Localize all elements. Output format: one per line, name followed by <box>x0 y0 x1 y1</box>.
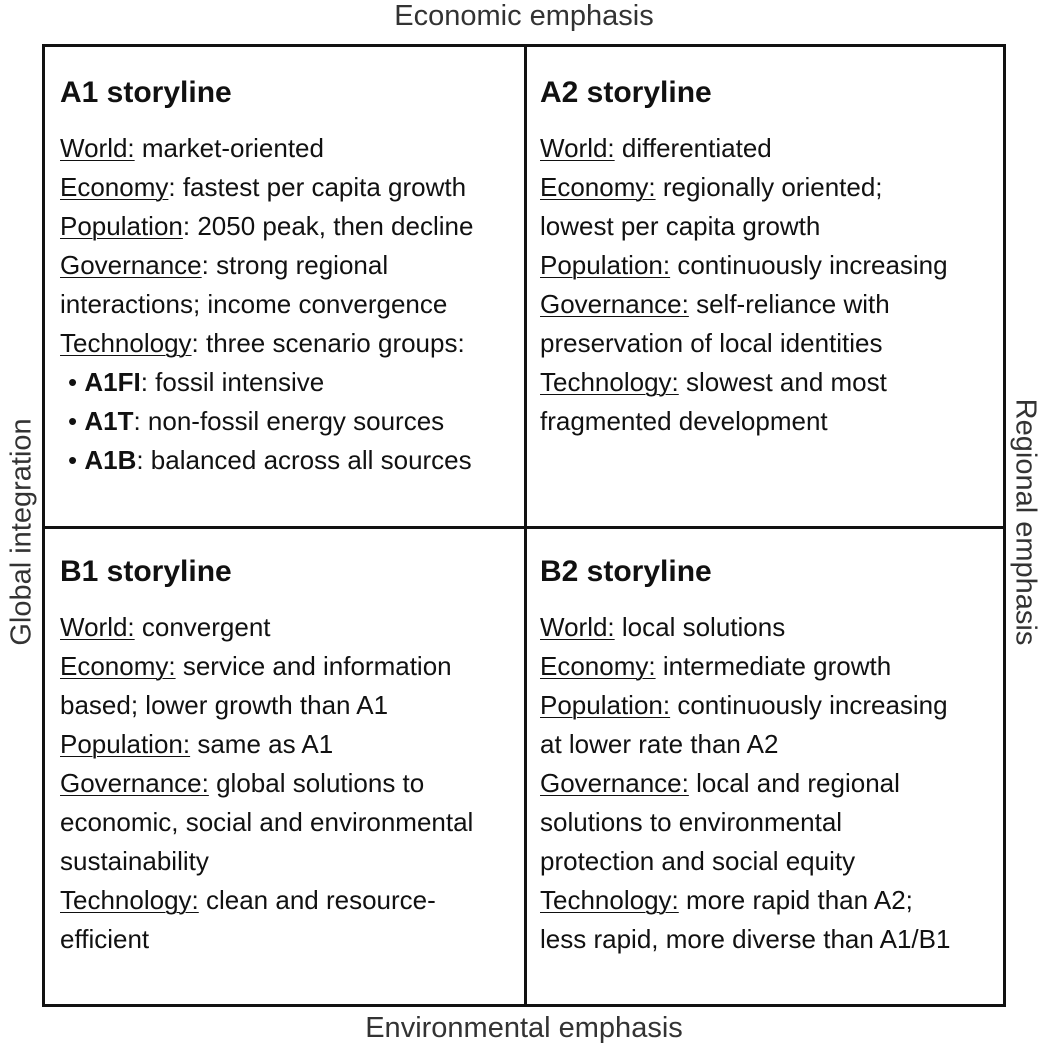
governance-continuation: sustainability <box>60 846 209 876</box>
scenario-description: : balanced across all sources <box>136 445 472 475</box>
world-line <box>60 129 530 168</box>
quadrant-a1 <box>60 73 530 480</box>
governance-key: Governance: <box>540 768 689 798</box>
bullet-dot-icon: • <box>68 406 78 436</box>
technology-continuation: efficient <box>60 924 150 954</box>
population-line <box>60 207 530 246</box>
technology-value: : three scenario groups: <box>191 328 465 358</box>
horizontal-divider <box>45 526 1003 529</box>
quadrant-a2 <box>540 73 1010 441</box>
economy-line <box>540 168 1010 207</box>
quadrant-title: A1 storyline <box>60 76 232 109</box>
scenario-description: : fossil intensive <box>140 367 325 397</box>
economy-key: Economy: <box>540 172 656 202</box>
economy-value: : fastest per capita growth <box>168 172 467 202</box>
governance-line <box>540 285 1010 324</box>
economy-continuation: lowest per capita growth <box>540 211 821 241</box>
technology-key: Technology: <box>540 885 679 915</box>
population-key: Population: <box>540 690 671 720</box>
governance-value: : strong regional <box>201 250 389 280</box>
scenario-description: : non-fossil energy sources <box>133 406 445 436</box>
world-value: differentiated <box>614 133 772 163</box>
governance-value: global solutions to <box>208 768 425 798</box>
world-key: World: <box>540 133 615 163</box>
technology-line <box>60 324 530 363</box>
population-value: same as A1 <box>190 729 334 759</box>
population-key: Population <box>60 211 183 241</box>
bullet-item-a1t <box>60 402 530 441</box>
world-line <box>540 129 1010 168</box>
technology-line <box>540 363 1010 402</box>
population-value: continuously increasing <box>670 250 948 280</box>
scenario-name: A1T <box>84 406 134 436</box>
population-line <box>60 725 530 764</box>
population-line <box>540 246 1010 285</box>
quadrant-title: B1 storyline <box>60 555 232 588</box>
population-key: Population: <box>540 250 671 280</box>
economy-value: service and information <box>175 651 452 681</box>
economy-line <box>60 647 530 686</box>
technology-line <box>60 881 530 920</box>
scenario-name: A1B <box>84 445 137 475</box>
technology-continuation: less rapid, more diverse than A1/B1 <box>540 924 951 954</box>
technology-line <box>540 881 1010 920</box>
world-key: World: <box>60 133 135 163</box>
technology-key: Technology: <box>60 885 199 915</box>
population-key: Population: <box>60 729 191 759</box>
bullet-item-a1b <box>60 441 530 480</box>
governance-line <box>60 246 530 285</box>
world-key: World: <box>60 612 135 642</box>
governance-value: self-reliance with <box>688 289 890 319</box>
bullet-item-a1fi <box>60 363 530 402</box>
quadrant-title: A2 storyline <box>540 76 712 109</box>
axis-label-top: Economic emphasis <box>394 0 654 32</box>
world-key: World: <box>540 612 615 642</box>
governance-value: local and regional <box>688 768 900 798</box>
governance-key: Governance: <box>540 289 689 319</box>
governance-key: Governance: <box>60 768 209 798</box>
governance-continuation: solutions to environmental <box>540 807 843 837</box>
technology-value: slowest and most <box>678 367 887 397</box>
governance-key: Governance <box>60 250 202 280</box>
governance-continuation: interactions; income convergence <box>60 289 448 319</box>
governance-continuation: economic, social and environmental <box>60 807 474 837</box>
economy-value: intermediate growth <box>655 651 892 681</box>
technology-value: more rapid than A2; <box>678 885 913 915</box>
population-continuation: at lower rate than A2 <box>540 729 779 759</box>
bullet-dot-icon: • <box>68 367 78 397</box>
world-value: market-oriented <box>134 133 324 163</box>
technology-key: Technology: <box>540 367 679 397</box>
governance-line <box>540 764 1010 803</box>
governance-continuation: protection and social equity <box>540 846 856 876</box>
economy-line <box>60 168 530 207</box>
quadrant-b2 <box>540 552 1010 959</box>
economy-continuation: based; lower growth than A1 <box>60 690 389 720</box>
axis-label-right: Regional emphasis <box>1009 398 1042 646</box>
quadrant-b1 <box>60 552 530 959</box>
axis-label-left: Global integration <box>5 418 38 646</box>
economy-key: Economy <box>60 172 169 202</box>
economy-key: Economy: <box>540 651 656 681</box>
storyline-grid <box>42 44 1006 1007</box>
population-line <box>540 686 1010 725</box>
economy-key: Economy: <box>60 651 176 681</box>
world-line <box>60 608 530 647</box>
population-value: : 2050 peak, then decline <box>182 211 474 241</box>
technology-value: clean and resource- <box>198 885 436 915</box>
population-value: continuously increasing <box>670 690 948 720</box>
governance-line <box>60 764 530 803</box>
world-line <box>540 608 1010 647</box>
economy-value: regionally oriented; <box>655 172 883 202</box>
axis-label-bottom: Environmental emphasis <box>365 1012 683 1044</box>
quadrant-title: B2 storyline <box>540 555 712 588</box>
technology-continuation: fragmented development <box>540 406 828 436</box>
scenario-name: A1FI <box>84 367 141 397</box>
world-value: convergent <box>134 612 271 642</box>
economy-line <box>540 647 1010 686</box>
technology-key: Technology <box>60 328 192 358</box>
governance-continuation: preservation of local identities <box>540 328 883 358</box>
bullet-dot-icon: • <box>68 445 78 475</box>
world-value: local solutions <box>614 612 786 642</box>
